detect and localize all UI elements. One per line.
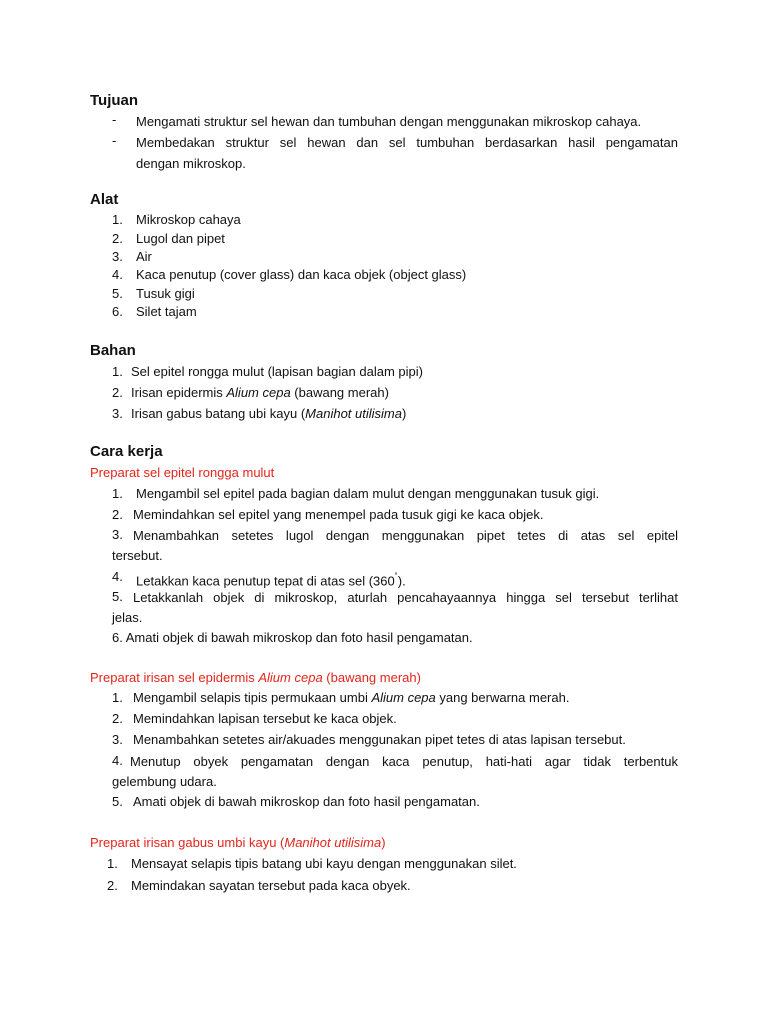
list-number: 2. xyxy=(112,711,123,726)
step-text: Memindahkan sel epitel yang menempel pada tusuk gigi ke kaca objek. xyxy=(133,507,544,522)
list-number: 3. xyxy=(112,406,123,421)
list-number: 5. xyxy=(112,286,123,301)
list-number: 1. xyxy=(112,212,123,227)
step-text: Memindahkan lapisan tersebut ke kaca objek. xyxy=(133,711,397,726)
step-text: Mengambil sel epitel pada bagian dalam mulut dengan menggunakan tusuk gigi. xyxy=(136,486,600,501)
species-name: Alium cepa xyxy=(371,690,436,705)
list-number: 2. xyxy=(112,385,123,400)
bahan-item: Sel epitel rongga mulut (lapisan bagian dalam pipi) xyxy=(131,364,423,379)
step-text xyxy=(112,628,473,648)
alat-item: Air xyxy=(136,249,152,264)
bullet-mark: - xyxy=(112,133,117,148)
bahan-item xyxy=(131,404,406,424)
list-number: 2. xyxy=(107,878,118,893)
tujuan-item-2-line1: Membedakan struktur sel hewan dan sel tumbuhan berdasarkan hasil pengamatan xyxy=(136,135,678,150)
text-run: ). xyxy=(397,573,406,589)
step-text-line1: Menutup obyek pengamatan dengan kaca penutup, hati-hati agar tidak terbentuk xyxy=(130,754,678,769)
step-text-line2: tersebut. xyxy=(112,548,163,563)
step-text-line1: Letakkanlah objek di mikroskop, aturlah pencahayaannya hingga sel tersebut terlihat xyxy=(133,590,678,605)
heading-bahan: Bahan xyxy=(90,342,136,359)
list-number: 5. xyxy=(112,794,123,809)
species-name: Alium cepa xyxy=(226,385,291,400)
text-run: Mengambil selapis tipis permukaan umbi xyxy=(133,690,372,705)
list-number: 3. xyxy=(112,732,123,747)
step-text: Amati objek di bawah mikroskop dan foto hasil pengamatan. xyxy=(133,794,480,809)
alat-item: Mikroskop cahaya xyxy=(136,212,241,227)
species-name: Alium cepa xyxy=(258,670,323,685)
step-text-line1: Menambahkan setetes lugol dengan menggunakan pipet tetes di atas sel epitel xyxy=(133,528,678,543)
bahan-item xyxy=(131,383,389,403)
list-number: 1. xyxy=(112,486,123,501)
list-number: 1. xyxy=(112,690,123,705)
text-run: Preparat irisan gabus umbi kayu ( xyxy=(90,835,285,850)
heading-cara-kerja: Cara kerja xyxy=(90,443,163,460)
text-run: Preparat irisan sel epidermis xyxy=(90,670,259,685)
subheading-epitel: Preparat sel epitel rongga mulut xyxy=(90,465,275,480)
bullet-mark: - xyxy=(112,112,117,127)
degree-mark: ˚ xyxy=(394,572,398,582)
list-number: 4. xyxy=(112,753,123,768)
text-run: (bawang merah) xyxy=(290,385,389,400)
species-name: Manihot utilisima xyxy=(305,406,402,421)
step-text-line2: jelas. xyxy=(112,610,143,625)
alat-item: Tusuk gigi xyxy=(136,286,195,301)
list-number: 2. xyxy=(112,507,123,522)
list-number: 4. xyxy=(112,569,123,584)
list-number: 6. xyxy=(112,630,123,645)
list-number: 1. xyxy=(107,856,118,871)
list-number: 5. xyxy=(112,589,123,604)
step-text: Menambahkan setetes air/akuades menggunakan pipet tetes di atas lapisan tersebut. xyxy=(133,732,626,747)
alat-item: Kaca penutup (cover glass) dan kaca objek (object glass) xyxy=(136,267,467,282)
step-text: Memindakan sayatan tersebut pada kaca obyek. xyxy=(131,878,411,893)
list-number: 6. xyxy=(112,304,123,319)
text-run: yang berwarna merah. xyxy=(435,690,570,705)
text-run: Letakkan kaca penutup tepat di atas sel (360 xyxy=(136,573,395,589)
text-run: ) xyxy=(381,835,386,850)
step-text xyxy=(133,688,569,708)
text-run: Irisan gabus batang ubi kayu ( xyxy=(131,406,306,421)
list-number: 4. xyxy=(112,267,123,282)
subheading-manihot xyxy=(90,833,386,853)
heading-tujuan: Tujuan xyxy=(90,92,139,109)
alat-item: Silet tajam xyxy=(136,304,197,319)
tujuan-item-2-line2: dengan mikroskop. xyxy=(136,156,246,171)
list-number: 1. xyxy=(112,364,123,379)
step-text: Mensayat selapis tipis batang ubi kayu dengan menggunakan silet. xyxy=(131,856,517,871)
text-run: Amati objek di bawah mikroskop dan foto hasil pengamatan. xyxy=(125,630,473,645)
heading-alat: Alat xyxy=(90,191,119,208)
text-run: (bawang merah) xyxy=(322,670,421,685)
list-number: 3. xyxy=(112,249,123,264)
alat-item: Lugol dan pipet xyxy=(136,231,225,246)
list-number: 2. xyxy=(112,231,123,246)
text-run: Irisan epidermis xyxy=(131,385,227,400)
text-run: ) xyxy=(402,406,407,421)
species-name: Manihot utilisima xyxy=(284,835,382,850)
step-text-line2: gelembung udara. xyxy=(112,774,217,789)
subheading-alium-cepa xyxy=(90,668,421,688)
tujuan-item-1: Mengamati struktur sel hewan dan tumbuhan dengan menggunakan mikroskop cahaya. xyxy=(136,114,642,129)
list-number: 3. xyxy=(112,527,123,542)
